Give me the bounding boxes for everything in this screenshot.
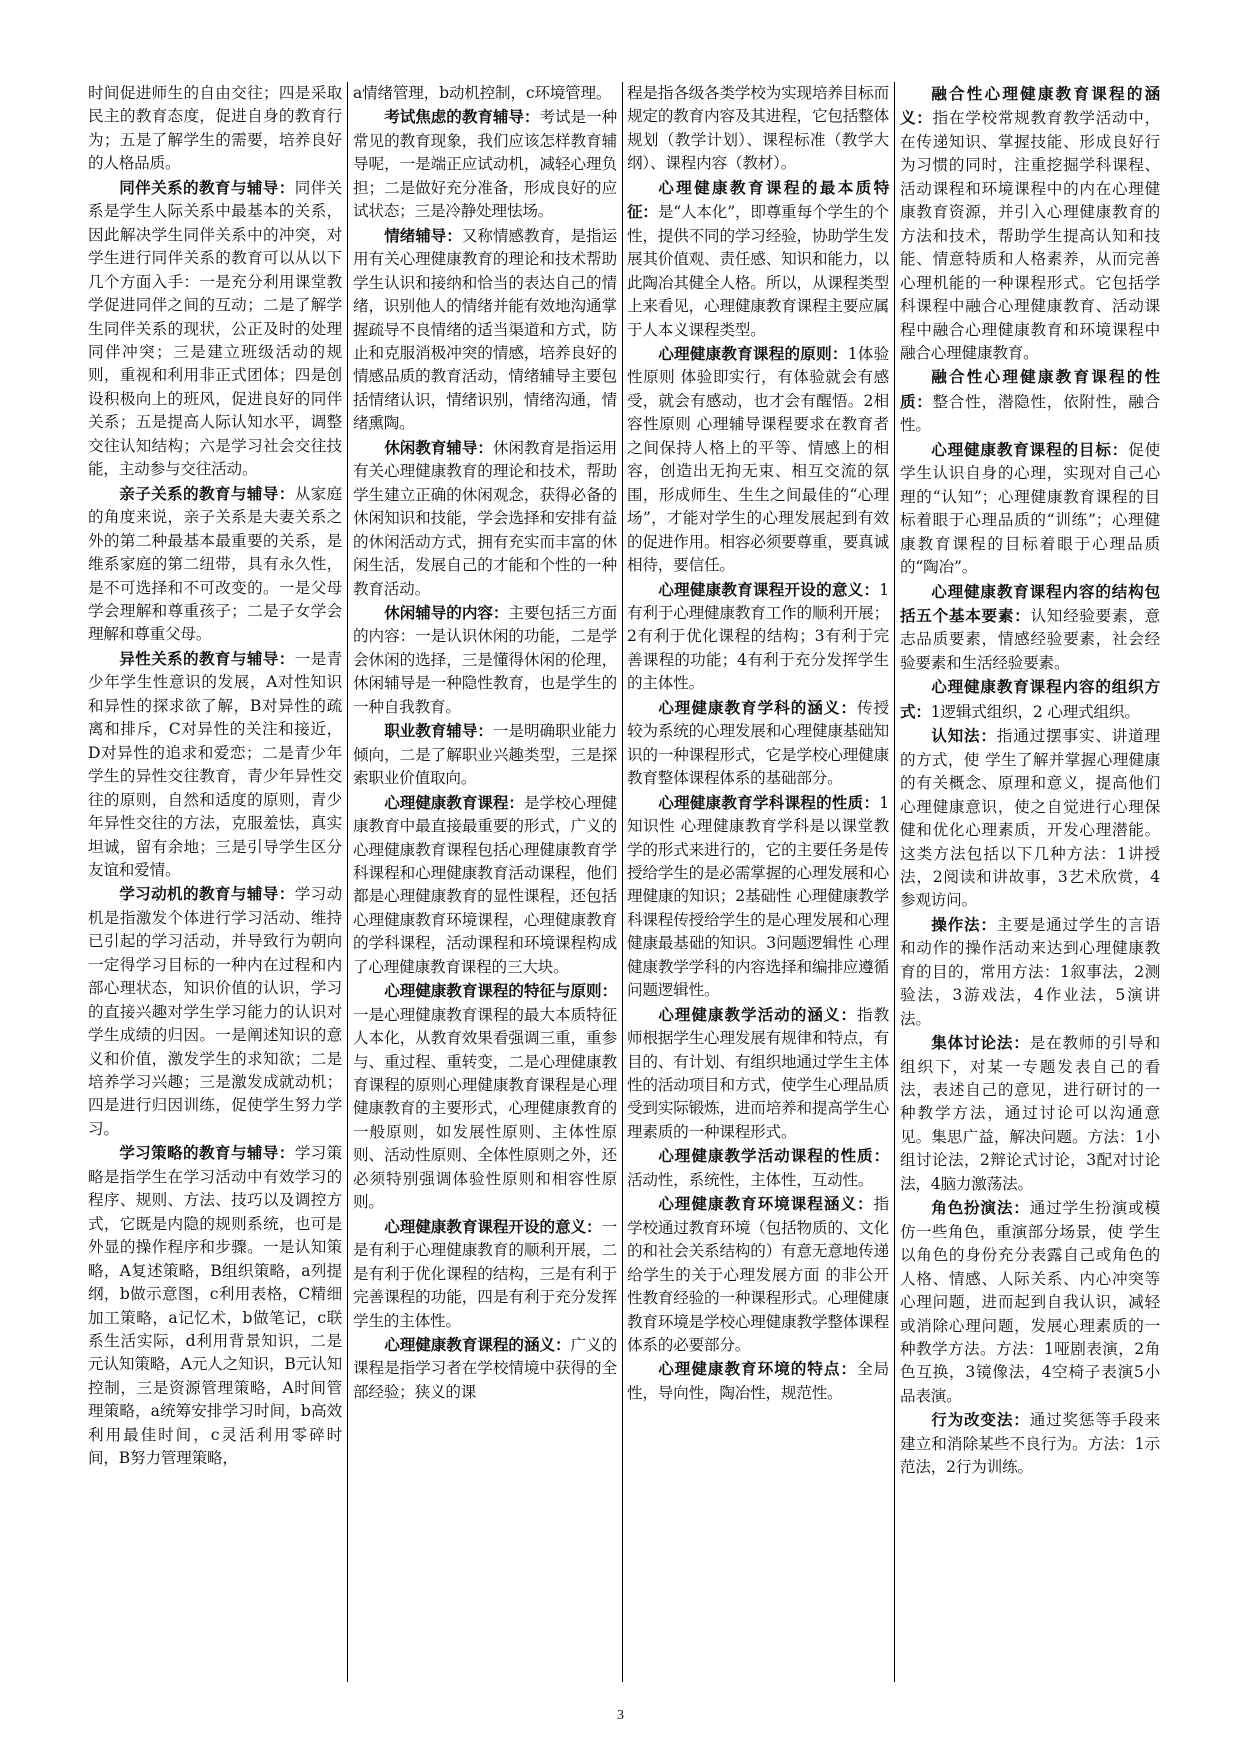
section-term: 心理健康教育环境课程涵义：: [658, 1194, 874, 1214]
section-term: 职业教育辅导：: [384, 721, 493, 741]
column-3: [627, 82, 889, 1682]
section-text: 一是有利于心理健康教育的顺利开展，二是有利于优化课程的结构，三是有利于完善课程的功能，四是有利于充分发挥学生的主体性。: [353, 1217, 617, 1330]
section-term: 融合性心理健康教育课程的性质：: [900, 367, 1160, 411]
section-text: 1有利于心理健康教育工作的顺利开展；2有利于优化课程的结构；3有利于完善课程的功能；4有利于充分发挥学生的主体性。: [627, 580, 889, 693]
paragraph: [353, 719, 617, 790]
section-text: 指学校通过教育环境（包括物质的、文化的和社会关系结构的）有意无意地传递给学生的关于心理发展方面 的非公开性教育经验的一种课程形式。心理健康教育环境是学校心理健康教学整体课程体系的必要部分。: [627, 1195, 889, 1355]
section-term: 操作法：: [931, 914, 997, 934]
paragraph: [353, 105, 617, 223]
section-term: 角色扮演法：: [931, 1198, 1030, 1218]
section-term: 心理健康教育学科的涵义：: [658, 697, 858, 717]
paragraph: [900, 580, 1160, 676]
paragraph: [88, 482, 342, 647]
paragraph: [627, 1357, 889, 1405]
section-term: 心理健康教学活动课程的性质：: [658, 1146, 889, 1166]
paragraph: [353, 601, 617, 719]
paragraph: [900, 365, 1160, 437]
page-number: 3: [617, 1708, 624, 1723]
section-term: 考试焦虑的教育辅导：: [384, 107, 540, 127]
section-term: 心理健康教育学科课程的性质：: [658, 792, 880, 812]
paragraph: [627, 696, 889, 791]
section-term: 同伴关系的教育与辅导：: [119, 177, 295, 197]
section-term: 心理健康教育课程：: [384, 792, 524, 812]
paragraph: [88, 647, 342, 883]
section-term: 学习动机的教育与辅导：: [119, 884, 295, 904]
section-text: 主要包括三方面的内容：一是认识休闲的功能，二是学会休闲的选择，三是懂得休闲的伦理，休闲辅导是一种隐性教育，也是学生的一种自我教育。: [353, 603, 617, 716]
section-text: 传授较为系统的心理发展和心理健康基础知识的一种课程形式，它是学校心理健康教育整体课程体系的基础部分。: [627, 698, 889, 788]
section-text: 指通过摆事实、讲道理的方式，使 学生了解并掌握心理健康的有关概念、原理和意义，提高他们心理健康意识，使之自觉进行心理保健和优化心理素质，开发心理潜能。这类方法包括以下几种方法：1讲授法，2阅读和讲故事，3艺术欣赏，4参观访问。: [900, 727, 1160, 910]
paragraph: [627, 176, 889, 342]
column-1: [88, 82, 342, 1682]
paragraph: [627, 342, 889, 578]
section-term: 认知法：: [931, 726, 997, 746]
paragraph: [353, 979, 617, 1215]
section-text: 活动性，系统性，主体性，互动性。: [627, 1170, 874, 1189]
column-divider: [894, 82, 895, 1682]
section-term: 心理健康教育课程开设的意义：: [384, 1216, 602, 1236]
column-4: [900, 82, 1160, 1682]
section-term: 心理健康教育课程内容的结构包括五个基本要素：: [900, 581, 1160, 625]
paragraph: [353, 791, 617, 980]
paragraph: [900, 724, 1160, 913]
section-term: 异性关系的教育与辅导：: [119, 648, 295, 668]
paragraph: [353, 436, 617, 601]
section-term: 心理健康教育课程内容的组织方式：: [900, 677, 1160, 721]
section-text: a情绪管理，b动机控制，c环境管理。: [353, 84, 612, 102]
paragraph: [88, 176, 342, 482]
section-text: 主要是通过学生的言语和动作的操作活动来达到心理健康教育的目的，常用方法：1叙事法，2测验法，3游戏法，4作业法，5演讲法。: [900, 915, 1160, 1028]
paragraph: [627, 578, 889, 696]
section-text: 程是指各级各类学校为实现培养目标而规定的教育内容及其进程，它包括整体规划（教学计划）、课程标准（教学大纲）、课程内容（教材）。: [627, 84, 889, 173]
section-term: 亲子关系的教育与辅导：: [119, 483, 295, 503]
section-text: 是“人本化”，即尊重每个学生的个性，提供不同的学习经验，协助学生发展其价值观、责任感、知识和能力，以此陶冶其健全人格。所以，从课程类型上来看见，心理健康教育课程主要应属于人本义课程类型。: [627, 203, 889, 339]
section-text: 整合性，潜隐性，依附性，融合性。: [900, 392, 1160, 435]
section-text: 认知经验要素，意志品质要素，情感经验要素，社会经验要素和生活经验要素。: [900, 606, 1160, 672]
section-text: 又称情感教育，是指运用有关心理健康教育的理论和技术帮助学生认识和接纳和恰当的表达自己的情绪，识别他人的情绪并能有效地沟通掌握疏导不良情绪的适当渠道和方式，防止和克服消极冲突的情感，培养良好的情感品质的教育活动，情绪辅导主要包括情绪认识，情绪识别，情绪沟通，情绪熏陶。: [353, 226, 617, 433]
paragraph: [88, 882, 342, 1141]
section-text: 学习动机是指激发个体进行学习活动、维持已引起的学习活动，并导致行为朝向一定得学习目标的一种内在过程和内部心理状态，知识价值的认识，学习的直接兴趣对学生学习能力的认识对学生成绩的归因。一是阐述知识的意义和价值，激发学生的求知欲；二是培养学习兴趣；三是激发成就动机；四是进行归因训练，促使学生努力学习。: [88, 885, 342, 1138]
paragraph: [353, 1333, 617, 1404]
document-page: [88, 82, 1160, 1682]
paragraph: [900, 675, 1160, 724]
section-term: 心理健康教育课程的目标：: [931, 439, 1129, 459]
section-term: 集体讨论法：: [931, 1033, 1030, 1053]
section-text: 休闲教育是指运用有关心理健康教育的理论和技术，帮助学生建立正确的休闲观念，获得必备的休闲知识和技能，学会选择和安排有益的休闲活动方式，拥有充实而丰富的休闲生活，发展自己的才能和个性的一种教育活动。: [353, 438, 617, 598]
paragraph: [627, 1144, 889, 1192]
section-term: 心理健康教育环境的特点：: [658, 1359, 858, 1379]
section-text: 一是明确职业能力倾向，二是了解职业兴趣类型，三是探索职业价值取向。: [353, 722, 617, 788]
section-text: 时间促进师生的自由交往；四是采取民主的教育态度，促进自身的教育行为；五是了解学生的需要，培养良好的人格品质。: [88, 84, 342, 173]
paragraph: [627, 82, 889, 176]
paragraph: [900, 82, 1160, 365]
column-2: [353, 82, 617, 1682]
section-term: 心理健康教学活动的涵义：: [658, 1004, 858, 1024]
paragraph: [900, 913, 1160, 1031]
section-text: 一是心理健康教育课程的最大本质特征人本化，从教育效果看强调三重，重参与、重过程、重转变，二是心理健康教育课程的原则心理健康教育课程是心理健康教育的主要形式，心理健康教育的一般原则，如发展性原则、主体性原则、活动性原则、全体性原则之外，还必须特别强调体验性原则和相容性原则。: [353, 1005, 617, 1212]
section-text: 通过奖惩等手段来建立和消除某些不良行为。方法：1示范法，2行为训练。: [900, 1411, 1160, 1477]
section-term: 心理健康教育课程的原则：: [658, 343, 848, 363]
section-term: 行为改变法：: [931, 1410, 1030, 1430]
section-term: 融合性心理健康教育课程的涵义：: [900, 84, 1160, 128]
paragraph: [627, 1192, 889, 1357]
section-text: 是学校心理健康教育中最直接最重要的形式，广义的心理健康教育课程包括心理健康教育学科课程和心理健康教育活动课程，他们都是心理健康教育的显性课程，还包括心理健康教育环境课程，心理健康教育的学科课程，活动课程和环境课程构成了心理健康教育课程的三大块。: [353, 793, 617, 976]
section-term: 心理健康教育课程的涵义：: [384, 1335, 571, 1355]
paragraph: [900, 1031, 1160, 1196]
section-term: 休闲教育辅导：: [384, 437, 493, 457]
section-text: 指教师根据学生心理发展有规律和特点，有目的、有计划、有组织地通过学生主体性的活动项目和方式，使学生心理品质受到实际锻炼，进而培养和提高学生心理素质的一种课程形式。: [627, 1005, 889, 1141]
section-text: 是在教师的引导和组织下，对某一专题发表自己的看法，表述自己的意见，进行研讨的一种教学方法，通过讨论可以沟通意见。集思广益，解决问题。方法：1小组讨论法，2辩论式讨论，3配对讨论法，4脑力激荡法。: [900, 1034, 1160, 1193]
section-text: 通过学生扮演或模仿一些角色，重演部分场景，使 学生以角色的身份充分表露自己或角色的人格、情感、人际关系、内心冲突等心理问题，进而起到自我认识，减轻或消除心理问题，发展心理素质的一种教学方法。方法：1哑剧表演，2角色互换，3镜像法，4空椅子表演5小品表演。: [900, 1199, 1160, 1405]
paragraph: [900, 438, 1160, 580]
paragraph: [353, 82, 617, 105]
section-text: 广义的课程是指学习者在学校情境中获得的全部经验；狭义的课: [353, 1336, 617, 1401]
column-divider: [347, 82, 348, 1682]
section-text: 学习策略是指学生在学习活动中有效学习的程序、规则、方法、技巧以及调控方式，它既是内隐的规则系统，也可是外显的操作程序和步骤。一是认知策略，A复述策略，B组织策略，a列提纲，b做示意图，c利用表格，C精细加工策略，a记忆术，b做笔记，c联系生活实际，d利用背景知识，二是元认知策略，A元人之知识，B元认知控制，三是资源管理策略，A时间管理策略，a统筹安排学习时间，b高效利用最佳时间，c灵活利用零碎时间，B努力管理策略，: [88, 1144, 342, 1468]
section-text: 促使学生认识自身的心理，实现对自己心理的“认知”；心理健康教育课程的目标着眼于心理品质的“训练”；心理健康教育课程的目标着眼于心理品质的“陶冶”。: [900, 440, 1160, 577]
section-text: 1逻辑式组织，2 心理式组织。: [930, 702, 1140, 721]
section-text: 一是青少年学生性意识的发展，A对性知识和异性的探求欲了解，B对异性的疏离和排斥，C对异性的关注和接近，D对异性的追求和爱恋；二是青少年学生的异性交往教育，青少年异性交往的原则，自然和适度的原则，青少年异性交往的方法，克服羞怯，真实坦诚，留有余地；三是引导学生区分友谊和爱情。: [88, 649, 342, 879]
section-text: 考试是一种常见的教育现象，我们应该怎样教育辅导呢，一是端正应试动机，减轻心理负担；二是做好充分准备，形成良好的应试状态；三是冷静处理怯场。: [353, 108, 617, 221]
paragraph: [900, 1408, 1160, 1479]
paragraph: [353, 224, 617, 436]
section-term: 学习策略的教育与辅导：: [119, 1143, 295, 1163]
column-divider: [622, 82, 623, 1682]
section-term: 心理健康教育课程开设的意义：: [658, 579, 880, 599]
paragraph: [353, 1215, 617, 1333]
section-text: 从家庭的角度来说，亲子关系是夫妻关系之外的第二种最基本最重要的关系，是维系家庭的第二纽带，具有永久性，是不可选择和不可改变的。一是父母学会理解和尊重孩子；二是子女学会理解和尊重父母。: [88, 484, 342, 644]
section-text: 1体验性原则 体验即实行，有体验就会有感受，就会有感动，也才会有醒悟。2相容性原则 心理辅导课程要求在教育者之间保持人格上的平等、情感上的相容，创造出无拘无束、相互交流的氛围，形成师生、生生之间最佳的“心理场”，才能对学生的心理发展起到有效的促进作用。相容必须要尊重，要真诚相待，要信任。: [627, 344, 889, 575]
section-text: 全局性，导向性，陶冶性，规范性。: [627, 1360, 889, 1402]
paragraph: [627, 1003, 889, 1145]
section-text: 1知识性 心理健康教育学科是以课堂教学的形式来进行的，它的主要任务是传授给学生的是必需掌握的心理发展和心理健康的知识；2基础性 心理健康教学科课程传授给学生的是心理发展和心理健康最基础的知识。3问题逻辑性 心理健康教学学科的内容选择和编排应遵循问题逻辑性。: [627, 793, 889, 1000]
section-text: 同伴关系是学生人际关系中最基本的关系，因此解决学生同伴关系中的冲突，对学生进行同伴关系的教育可以从以下几个方面入手：一是充分利用课堂教学促进同伴之间的互动；二是了解学生同伴关系的现状，公正及时的处理同伴冲突；三是建立班级活动的规则，重视和利用非正式团体；四是创设积极向上的班风，促进良好的同伴关系；五是提高人际认知水平，调整交往认知结构；六是学习社会交往技能，主动参与交往活动。: [88, 178, 342, 479]
section-term: 心理健康教育课程的最本质特征：: [627, 177, 889, 222]
section-text: 指在学校常规教育教学活动中，在传递知识、掌握技能、形成良好行为习惯的同时，注重挖掘学科课程、活动课程和环境课程中的内在心理健康教育资源，并引入心理健康教育的方法和技术，帮助学生提高认知和技能、情意特质和人格素养，从而完善心理机能的一种课程形式。它包括学科课程中融合心理健康教育、活动课程中融合心理健康教育和环境课程中融合心理健康教育。: [900, 109, 1160, 362]
paragraph: [88, 82, 342, 176]
paragraph: [88, 1141, 342, 1470]
section-term: 休闲辅导的内容：: [384, 602, 509, 622]
paragraph: [627, 791, 889, 1003]
section-term: 情绪辅导：: [384, 225, 462, 245]
section-term: 心理健康教育课程的特征与原则：: [384, 981, 617, 1001]
paragraph: [900, 1196, 1160, 1408]
